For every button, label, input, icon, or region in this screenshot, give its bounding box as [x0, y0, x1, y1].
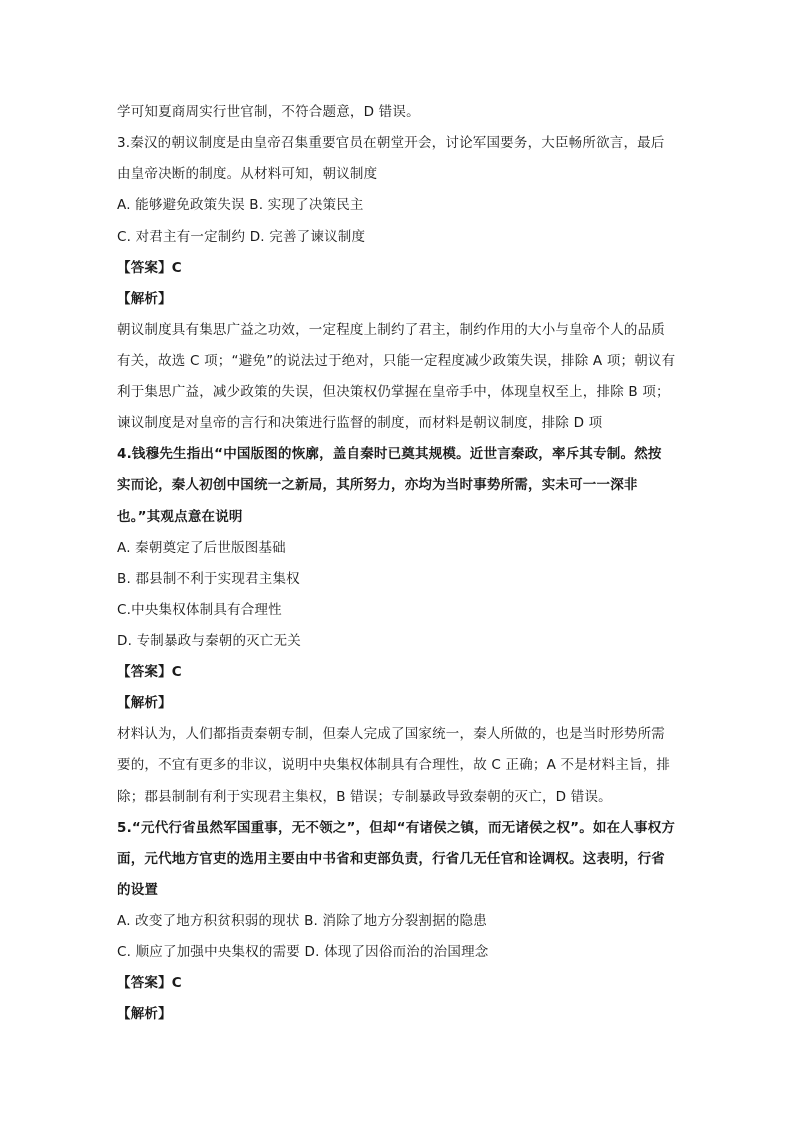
analysis-text: 利于集思广益，减少政策的失误，但决策权仍掌握在皇帝手中，体现皇权至上，排除 B 项；: [117, 384, 670, 400]
analysis-text: 除；郡县制制有利于实现君主集权，B 错误；专制暴政导致秦朝的灭亡，D 错误。: [117, 789, 612, 805]
analysis-label: 【解析】: [117, 291, 172, 307]
question-5-stem-cont: 的设置: [117, 882, 159, 898]
analysis-label: 【解析】: [117, 695, 172, 711]
analysis-text: 朝议制度具有集思广益之功效，一定程度上制约了君主，制约作用的大小与皇帝个人的品质: [117, 322, 665, 338]
question-3-options-ab: A. 能够避免政策失误 B. 实现了决策民主: [117, 197, 364, 213]
question-5-stem: 5.“元代行省虽然军国重事，无不领之”，但却“有诸侯之镇，而无诸侯之权”。如在人事权方: [117, 820, 676, 836]
analysis-text: 材料认为，人们都指责秦朝专制，但秦人完成了国家统一，秦人所做的，也是当时形势所需: [117, 726, 665, 742]
question-4-stem-cont: 实而论，秦人初创中国统一之新局，其所努力，亦均为当时事势所需，实未可一一深非: [117, 477, 638, 493]
answer-label: 【答案】C: [117, 664, 182, 680]
question-4-option-d: D. 专制暴政与秦朝的灭亡无关: [117, 633, 301, 649]
question-4-stem-cont: 也。”其观点意在说明: [117, 509, 243, 525]
question-3-stem-cont: 由皇帝决断的制度。从材料可知，朝议制度: [117, 166, 378, 182]
question-3-stem: 3.秦汉的朝议制度是由皇帝召集重要官员在朝堂开会，讨论军国要务，大臣畅所欲言，最后: [117, 135, 665, 151]
answer-label: 【答案】C: [117, 975, 182, 991]
analysis-label: 【解析】: [117, 1006, 172, 1022]
question-3-options-cd: C. 对君主有一定制约 D. 完善了谏议制度: [117, 229, 366, 245]
question-4-option-c: C.中央集权体制具有合理性: [117, 602, 282, 618]
question-5-stem-cont: 面，元代地方官吏的选用主要由中书省和吏部负责，行省几无任官和诠调权。这表明，行省: [117, 851, 665, 867]
question-4-option-a: A. 秦朝奠定了后世版图基础: [117, 540, 286, 556]
question-5-options-cd: C. 顺应了加强中央集权的需要 D. 体现了因俗而治的治国理念: [117, 944, 489, 960]
analysis-text: 谏议制度是对皇帝的言行和决策进行监督的制度，而材料是朝议制度，排除 D 项: [117, 415, 603, 431]
question-4-stem: 4.钱穆先生指出“中国版图的恢廓，盖自秦时已奠其规模。近世言秦政，率斥其专制。然按: [117, 446, 662, 462]
analysis-text: 有关，故选 C 项；“避免”的说法过于绝对，只能一定程度减少政策失误，排除 A 项；朝议有: [117, 353, 676, 369]
analysis-text: 要的，不宜有更多的非议，说明中央集权体制具有合理性，故 C 正确；A 不是材料主旨，排: [117, 757, 671, 773]
question-4-option-b: B. 郡县制不利于实现君主集权: [117, 571, 300, 587]
text-line: 学可知夏商周实行世官制，不符合题意，D 错误。: [117, 104, 420, 120]
question-5-options-ab: A. 改变了地方积贫积弱的现状 B. 消除了地方分裂割据的隐患: [117, 913, 487, 929]
answer-label: 【答案】C: [117, 260, 182, 276]
